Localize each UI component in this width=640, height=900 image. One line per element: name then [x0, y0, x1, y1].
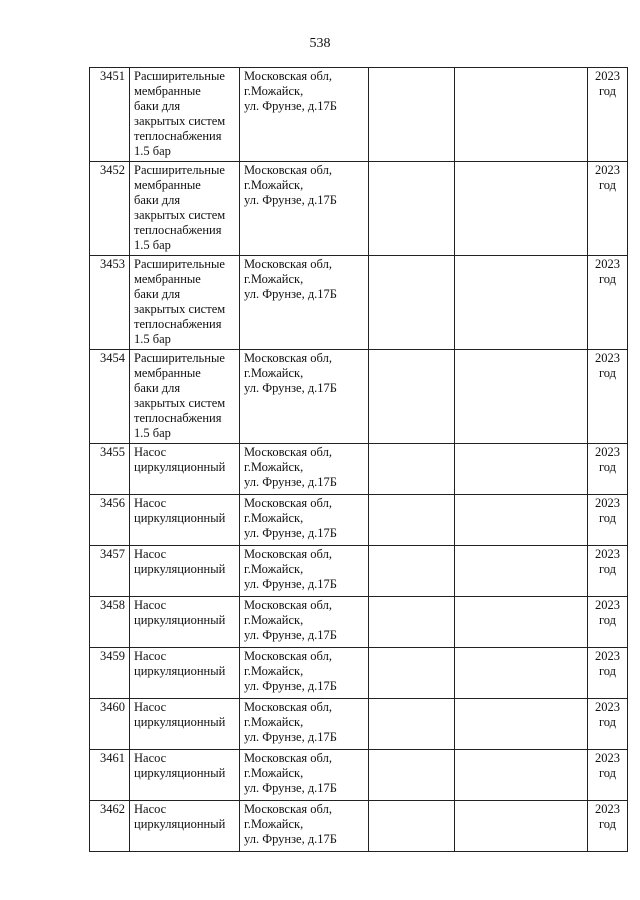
address-line: ул. Фрунзе, д.17Б — [244, 99, 337, 113]
address-line: ул. Фрунзе, д.17Б — [244, 679, 337, 693]
address-cell — [240, 444, 369, 495]
year-cell — [588, 162, 628, 256]
empty-cell — [455, 256, 588, 350]
item-name-line: Расширительные — [134, 69, 225, 83]
row-number-cell: 3454 — [90, 350, 130, 444]
item-name-line: 1.5 бар — [134, 332, 171, 346]
item-name-cell — [130, 256, 240, 350]
empty-cell — [369, 750, 455, 801]
item-name-line: закрытых систем — [134, 396, 226, 410]
row-number-cell: 3455 — [90, 444, 130, 495]
registry-table — [89, 67, 628, 852]
row-number-cell: 3461 — [90, 750, 130, 801]
row-number-cell: 3452 — [90, 162, 130, 256]
row-number-cell: 3451 — [90, 68, 130, 162]
address-line: ул. Фрунзе, д.17Б — [244, 628, 337, 642]
year-cell — [588, 546, 628, 597]
year-line: год — [598, 178, 617, 192]
year-line: год — [598, 460, 617, 474]
year-line: год — [598, 766, 617, 780]
item-name-line: циркуляционный — [134, 715, 226, 729]
address-cell — [240, 495, 369, 546]
row-number-cell: 3460 — [90, 699, 130, 750]
empty-cell — [369, 68, 455, 162]
year-cell — [588, 68, 628, 162]
year-line: год — [598, 817, 617, 831]
year-cell — [588, 444, 628, 495]
address-line: г.Можайск, — [244, 272, 304, 286]
empty-cell — [369, 256, 455, 350]
address-line: Московская обл, — [244, 751, 332, 765]
table-row — [90, 546, 628, 597]
address-cell — [240, 699, 369, 750]
address-line: г.Можайск, — [244, 366, 304, 380]
address-line: г.Можайск, — [244, 613, 304, 627]
item-name-line: теплоснабжения — [134, 223, 222, 237]
table-row — [90, 350, 628, 444]
year-line: 2023 — [595, 700, 620, 714]
empty-cell — [369, 801, 455, 852]
item-name-line: 1.5 бар — [134, 426, 171, 440]
item-name-line: закрытых систем — [134, 302, 226, 316]
table-row — [90, 256, 628, 350]
address-cell — [240, 162, 369, 256]
empty-cell — [455, 597, 588, 648]
year-line: год — [598, 664, 617, 678]
empty-cell — [369, 546, 455, 597]
empty-cell — [369, 495, 455, 546]
address-cell — [240, 68, 369, 162]
empty-cell — [455, 162, 588, 256]
empty-cell — [455, 68, 588, 162]
year-cell — [588, 350, 628, 444]
address-line: Московская обл, — [244, 496, 332, 510]
item-name-line: закрытых систем — [134, 208, 226, 222]
address-line: Московская обл, — [244, 257, 332, 271]
address-line: ул. Фрунзе, д.17Б — [244, 287, 337, 301]
row-number-cell: 3456 — [90, 495, 130, 546]
address-line: г.Можайск, — [244, 817, 304, 831]
address-line: ул. Фрунзе, д.17Б — [244, 526, 337, 540]
year-line: 2023 — [595, 649, 620, 663]
year-line: год — [598, 562, 617, 576]
table-row — [90, 444, 628, 495]
empty-cell — [455, 648, 588, 699]
item-name-cell — [130, 444, 240, 495]
empty-cell — [369, 162, 455, 256]
empty-cell — [455, 546, 588, 597]
table-row — [90, 801, 628, 852]
address-line: ул. Фрунзе, д.17Б — [244, 577, 337, 591]
year-cell — [588, 256, 628, 350]
address-line: Московская обл, — [244, 547, 332, 561]
page-number: 538 — [309, 36, 331, 51]
table-row — [90, 597, 628, 648]
address-line: Московская обл, — [244, 163, 332, 177]
empty-cell — [455, 801, 588, 852]
address-line: г.Можайск, — [244, 84, 304, 98]
item-name-line: циркуляционный — [134, 562, 226, 576]
item-name-line: циркуляционный — [134, 664, 226, 678]
address-line: ул. Фрунзе, д.17Б — [244, 730, 337, 744]
address-line: г.Можайск, — [244, 664, 304, 678]
address-line: г.Можайск, — [244, 766, 304, 780]
address-cell — [240, 801, 369, 852]
item-name-cell — [130, 350, 240, 444]
year-line: 2023 — [595, 598, 620, 612]
year-cell — [588, 699, 628, 750]
empty-cell — [369, 699, 455, 750]
address-line: г.Можайск, — [244, 511, 304, 525]
row-number-cell: 3457 — [90, 546, 130, 597]
address-cell — [240, 350, 369, 444]
item-name-line: теплоснабжения — [134, 129, 222, 143]
item-name-cell — [130, 162, 240, 256]
year-line: год — [598, 511, 617, 525]
year-cell — [588, 495, 628, 546]
address-line: Московская обл, — [244, 802, 332, 816]
year-line: 2023 — [595, 445, 620, 459]
year-line: год — [598, 715, 617, 729]
table-row — [90, 495, 628, 546]
address-cell — [240, 546, 369, 597]
empty-cell — [369, 597, 455, 648]
address-cell — [240, 256, 369, 350]
empty-cell — [369, 350, 455, 444]
year-cell — [588, 750, 628, 801]
item-name-line: циркуляционный — [134, 511, 226, 525]
item-name-line: Насос — [134, 496, 167, 510]
address-line: Московская обл, — [244, 700, 332, 714]
table-row — [90, 699, 628, 750]
row-number-cell: 3453 — [90, 256, 130, 350]
table-row — [90, 648, 628, 699]
row-number-cell: 3458 — [90, 597, 130, 648]
year-line: 2023 — [595, 802, 620, 816]
year-line: год — [598, 613, 617, 627]
address-cell — [240, 750, 369, 801]
empty-cell — [455, 750, 588, 801]
address-line: Московская обл, — [244, 351, 332, 365]
year-cell — [588, 597, 628, 648]
item-name-line: мембранные — [134, 272, 201, 286]
item-name-line: 1.5 бар — [134, 144, 171, 158]
empty-cell — [455, 444, 588, 495]
empty-cell — [369, 648, 455, 699]
item-name-line: баки для — [134, 99, 181, 113]
row-number-cell: 3459 — [90, 648, 130, 699]
item-name-line: циркуляционный — [134, 766, 226, 780]
item-name-cell — [130, 495, 240, 546]
item-name-line: Насос — [134, 802, 167, 816]
item-name-line: мембранные — [134, 178, 201, 192]
year-line: год — [598, 84, 617, 98]
address-line: Московская обл, — [244, 69, 332, 83]
empty-cell — [455, 495, 588, 546]
item-name-line: Расширительные — [134, 257, 225, 271]
item-name-line: Насос — [134, 700, 167, 714]
item-name-line: 1.5 бар — [134, 238, 171, 252]
item-name-line: теплоснабжения — [134, 317, 222, 331]
empty-cell — [455, 699, 588, 750]
item-name-cell — [130, 648, 240, 699]
item-name-line: циркуляционный — [134, 460, 226, 474]
year-line: год — [598, 272, 617, 286]
year-line: 2023 — [595, 496, 620, 510]
item-name-cell — [130, 597, 240, 648]
address-line: г.Можайск, — [244, 715, 304, 729]
item-name-cell — [130, 750, 240, 801]
item-name-line: баки для — [134, 193, 181, 207]
item-name-cell — [130, 546, 240, 597]
address-line: ул. Фрунзе, д.17Б — [244, 781, 337, 795]
item-name-line: Расширительные — [134, 163, 225, 177]
item-name-line: баки для — [134, 287, 181, 301]
empty-cell — [455, 350, 588, 444]
item-name-line: мембранные — [134, 366, 201, 380]
item-name-line: баки для — [134, 381, 181, 395]
item-name-line: теплоснабжения — [134, 411, 222, 425]
address-line: Московская обл, — [244, 598, 332, 612]
item-name-line: циркуляционный — [134, 613, 226, 627]
address-line: ул. Фрунзе, д.17Б — [244, 475, 337, 489]
address-line: г.Можайск, — [244, 562, 304, 576]
item-name-line: циркуляционный — [134, 817, 226, 831]
address-line: Московская обл, — [244, 649, 332, 663]
address-line: г.Можайск, — [244, 460, 304, 474]
item-name-line: мембранные — [134, 84, 201, 98]
year-line: 2023 — [595, 351, 620, 365]
table-row — [90, 162, 628, 256]
item-name-line: Расширительные — [134, 351, 225, 365]
address-cell — [240, 597, 369, 648]
item-name-line: Насос — [134, 598, 167, 612]
empty-cell — [369, 444, 455, 495]
item-name-line: Насос — [134, 547, 167, 561]
year-line: 2023 — [595, 257, 620, 271]
item-name-line: закрытых систем — [134, 114, 226, 128]
address-cell — [240, 648, 369, 699]
address-line: г.Можайск, — [244, 178, 304, 192]
year-line: 2023 — [595, 547, 620, 561]
item-name-cell — [130, 801, 240, 852]
row-number-cell: 3462 — [90, 801, 130, 852]
table-row — [90, 750, 628, 801]
item-name-line: Насос — [134, 445, 167, 459]
item-name-line: Насос — [134, 649, 167, 663]
address-line: ул. Фрунзе, д.17Б — [244, 381, 337, 395]
item-name-line: Насос — [134, 751, 167, 765]
year-line: 2023 — [595, 163, 620, 177]
table-row — [90, 68, 628, 162]
year-line: год — [598, 366, 617, 380]
year-line: 2023 — [595, 751, 620, 765]
address-line: ул. Фрунзе, д.17Б — [244, 832, 337, 846]
item-name-cell — [130, 68, 240, 162]
year-line: 2023 — [595, 69, 620, 83]
address-line: ул. Фрунзе, д.17Б — [244, 193, 337, 207]
item-name-cell — [130, 699, 240, 750]
address-line: Московская обл, — [244, 445, 332, 459]
year-cell — [588, 801, 628, 852]
registry-table-body — [90, 68, 628, 852]
year-cell — [588, 648, 628, 699]
